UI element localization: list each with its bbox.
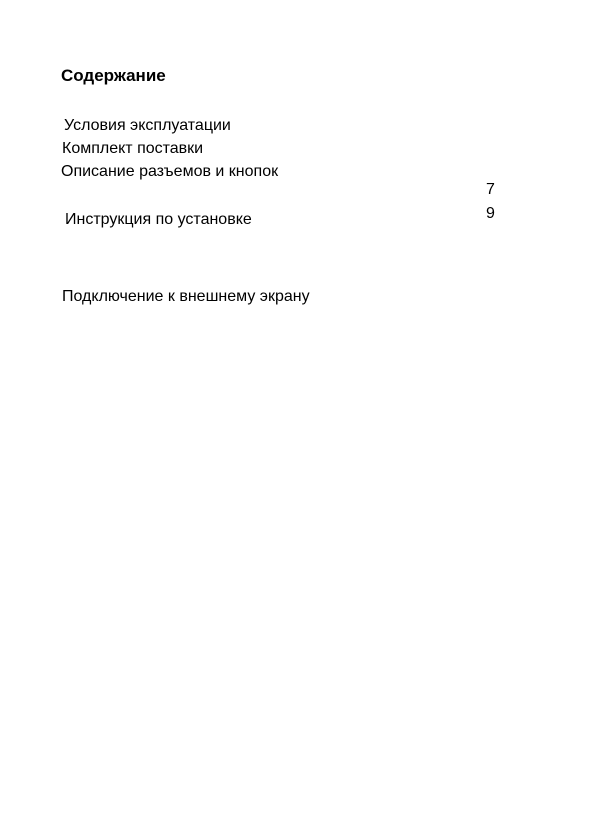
toc-entry-package-contents: Комплект поставки [62, 140, 204, 157]
toc-entry-connectors-buttons: Описание разъемов и кнопок [61, 163, 279, 180]
toc-page-number: 9 [486, 205, 495, 222]
toc-page-number: 7 [486, 181, 495, 198]
toc-title: Содержание [61, 66, 166, 85]
toc-entry-installation: Инструкция по установке [65, 211, 252, 228]
toc-entry-operating-conditions: Условия эксплуатации [64, 117, 231, 134]
toc-entry-external-screen: Подключение к внешнему экрану [62, 288, 310, 305]
